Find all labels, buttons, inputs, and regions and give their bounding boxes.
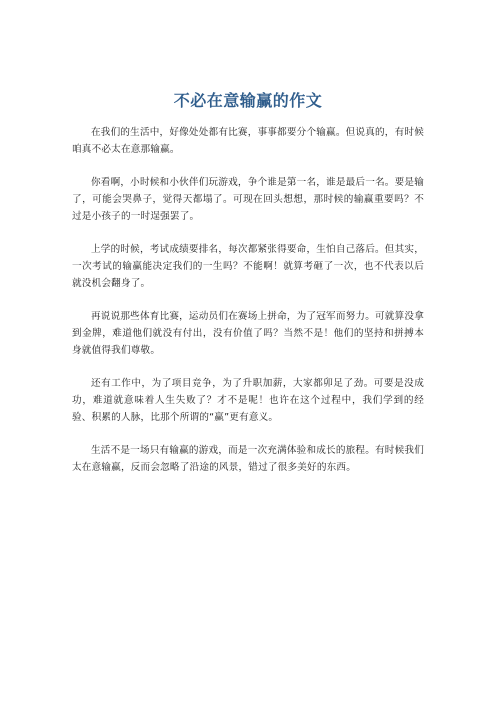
paragraph-3: 上学的时候，考试成绩要排名，每次都紧张得要命，生怕自己落后。但其实，一次考试的输赢能决定我们的一生吗？不能啊！就算考砸了一次，也不代表以后就没机会翻身了。 bbox=[72, 244, 424, 289]
document-body bbox=[72, 124, 424, 492]
paragraph-2: 你看啊，小时候和小伙伴们玩游戏，争个谁是第一名，谁是最后一名。要是输了，可能会哭鼻子，觉得天都塌了。可现在回头想想，那时候的输赢重要吗？不过是小孩子的一时逞强罢了。 bbox=[72, 177, 424, 222]
paragraph-5: 还有工作中，为了项目竞争，为了升职加薪，大家都卯足了劲。可要是没成功，难道就意味着人生失败了？才不是呢！也许在这个过程中，我们学到的经验、积累的人脉，比那个所谓的“赢”更有意义。 bbox=[72, 378, 424, 423]
paragraph-1: 在我们的生活中，好像处处都有比赛，事事都要分个输赢。但说真的，有时候咱真不必太在意那输赢。 bbox=[72, 127, 424, 155]
paragraph-4: 再说说那些体育比赛，运动员们在赛场上拼命，为了冠军而努力。可就算没拿到金牌，难道他们就没有付出，没有价值了吗？当然不是！他们的坚持和拼搏本身就值得我们尊敬。 bbox=[72, 311, 424, 356]
paragraph-6: 生活不是一场只有输赢的游戏，而是一次充满体验和成长的旅程。有时候我们太在意输赢，反而会忽略了沿途的风景，错过了很多美好的东西。 bbox=[72, 445, 424, 473]
document-title: 不必在意输赢的作文 bbox=[173, 91, 323, 110]
